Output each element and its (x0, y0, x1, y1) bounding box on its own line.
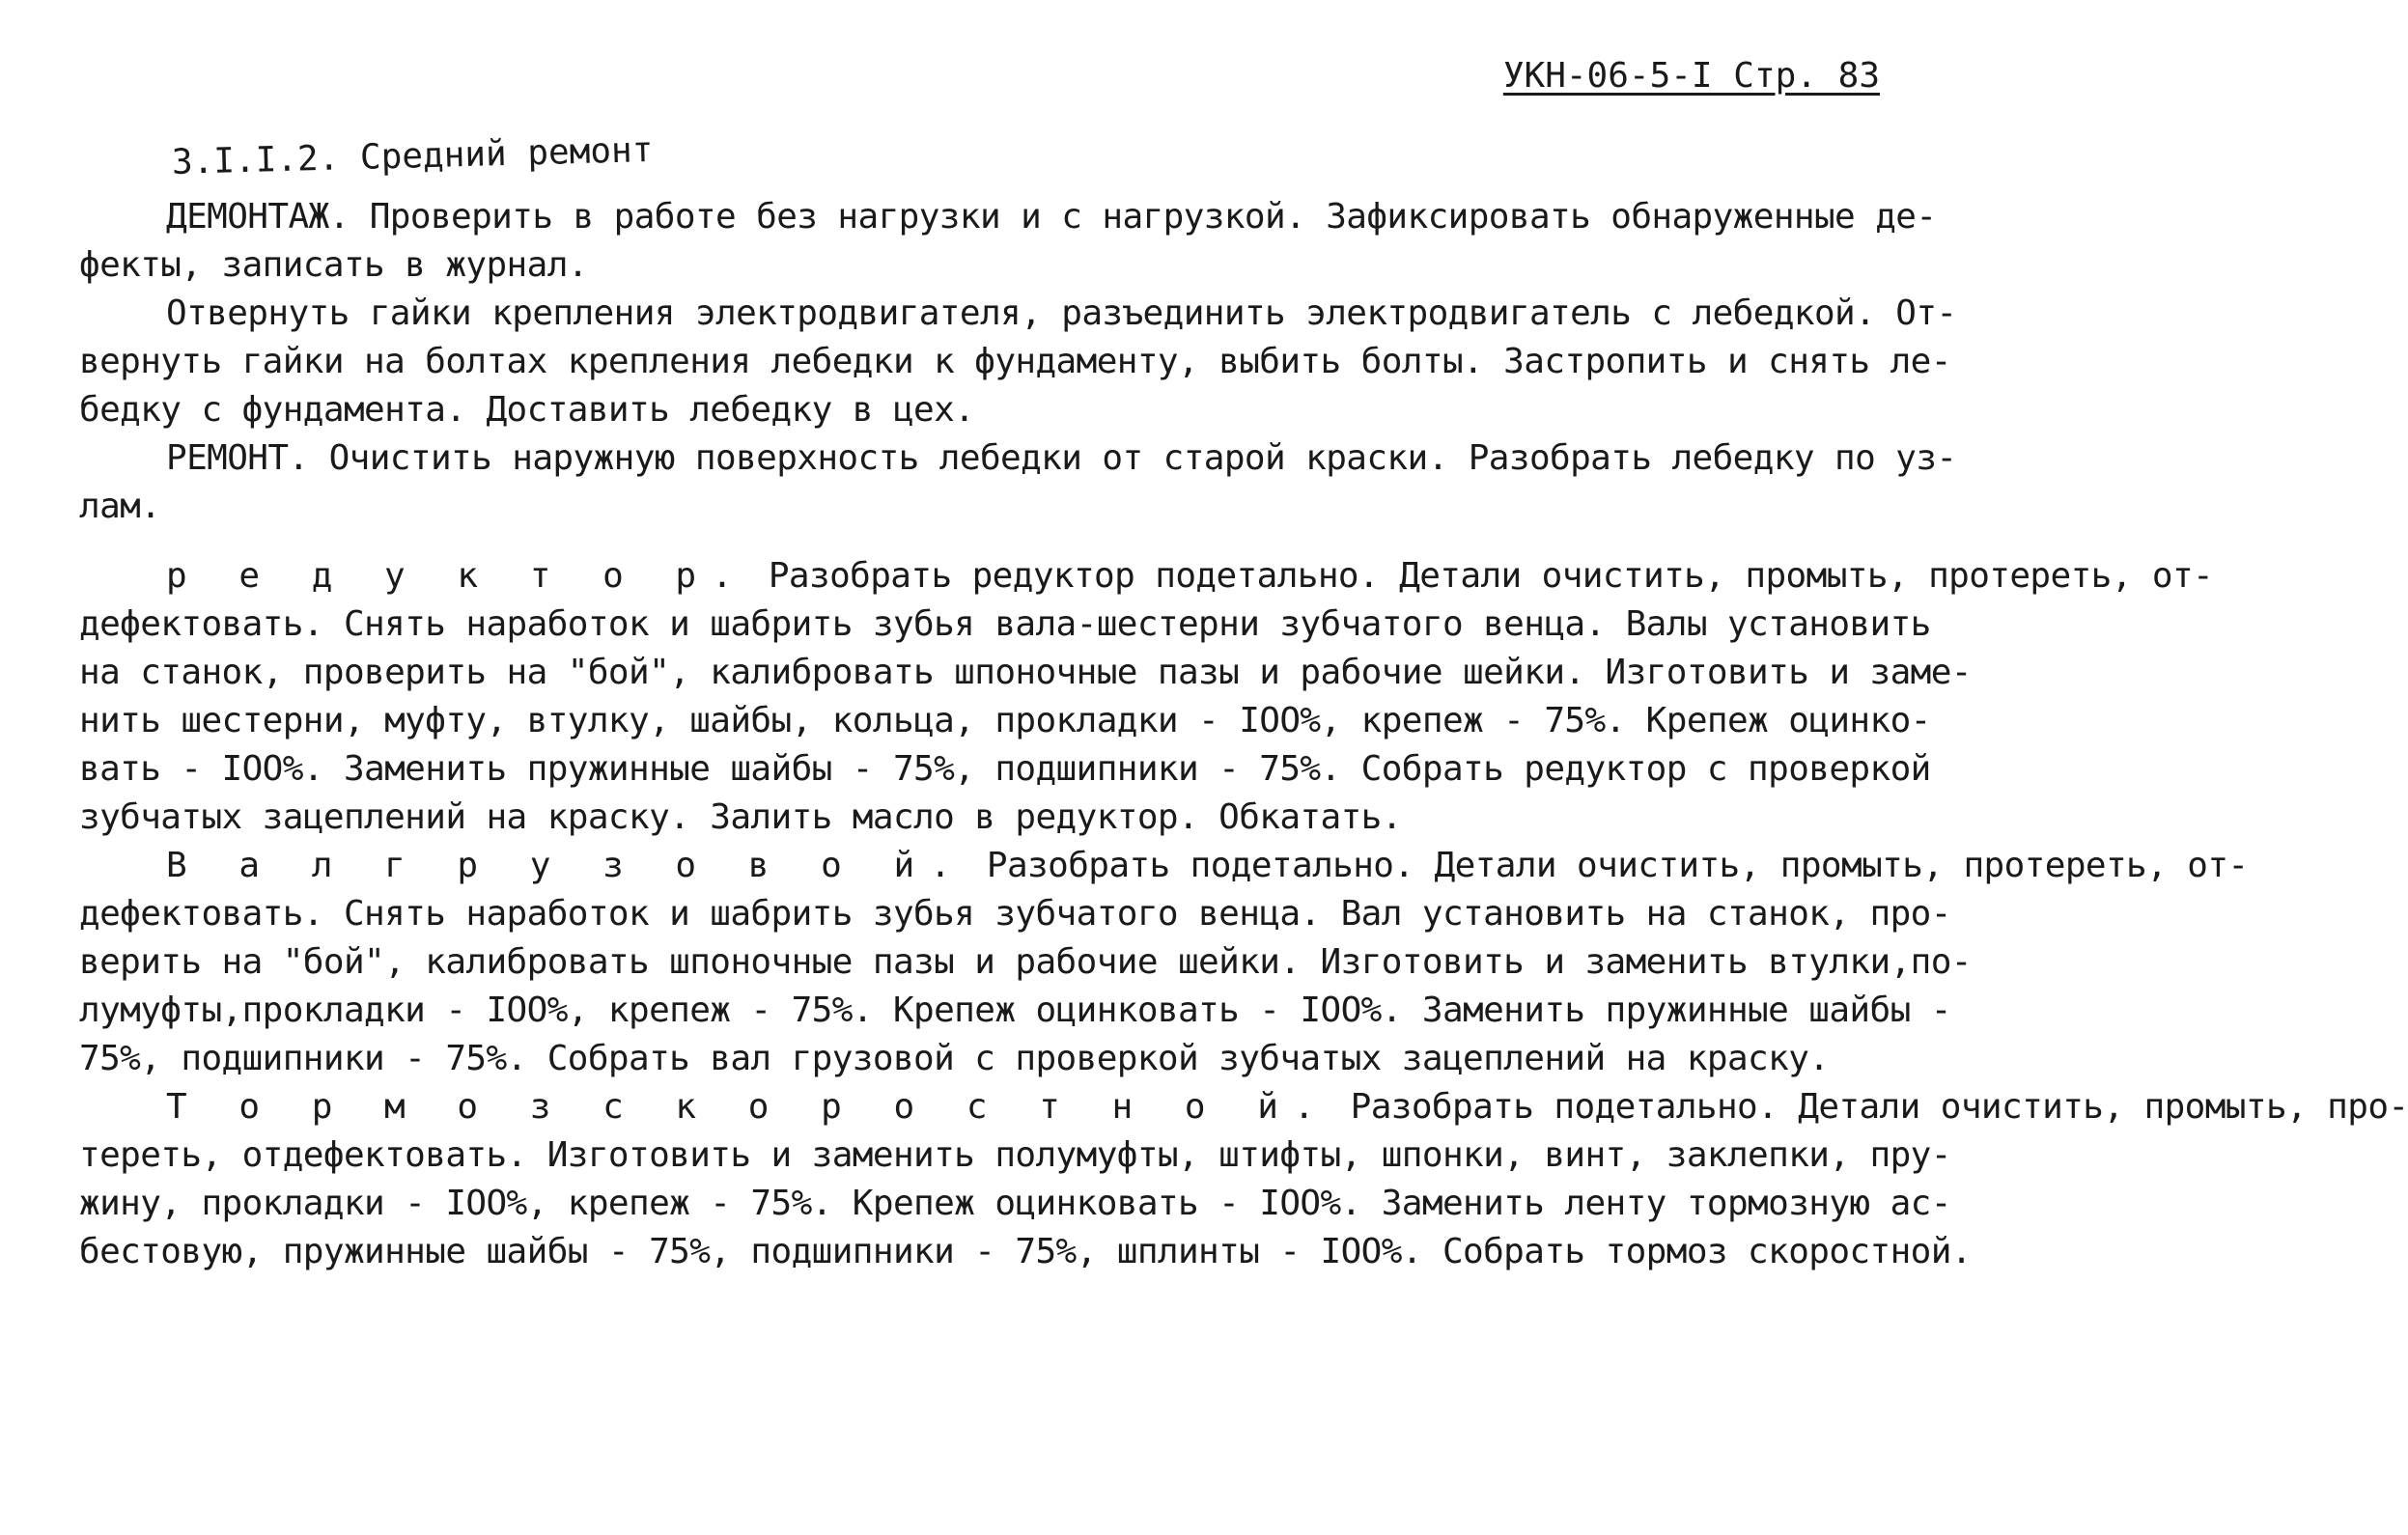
text-line (79, 483, 1894, 531)
paragraph (79, 434, 1957, 531)
line-text: Разобрать подетально. Детали очистить, промыть, про- (1330, 1087, 2408, 1127)
text-line (79, 697, 1931, 745)
line-text: Разобрать подетально. Детали очистить, промыть, протереть, от- (966, 846, 2249, 885)
document-body (79, 193, 2408, 1276)
spaced-heading: В а л г р у з о в о й. (166, 846, 966, 885)
line-text: жину, прокладки - IOO%, крепеж - 75%. Крепеж оцинковать - IOO%. Заменить ленту тормозную ас- (79, 1184, 1951, 1223)
text-line (79, 1083, 2408, 1131)
text-line (79, 649, 1972, 697)
text-line (79, 600, 1931, 649)
paragraph (79, 290, 1957, 434)
text-line (79, 842, 2249, 890)
text-line (79, 1131, 1951, 1180)
line-text: лам. (79, 487, 161, 526)
line-text: РЕМОНТ. Очистить наружную поверхность лебедки от старой краски. Разобрать лебедку по уз- (166, 438, 1957, 478)
text-line (79, 193, 1937, 241)
text-line (79, 552, 2214, 600)
spacer (79, 531, 1894, 552)
line-text: тереть, отдефектовать. Изготовить и заменить полумуфты, штифты, шпонки, винт, заклепки, пру- (79, 1135, 1951, 1175)
line-text: на станок, проверить на "бой", калибровать шпоночные пазы и рабочие шейки. Изготовить и заме- (79, 653, 1972, 692)
text-line (79, 938, 1972, 987)
paragraph (79, 842, 2249, 1083)
line-text: дефектовать. Снять наработок и шабрить зубья вала-шестерни зубчатого венца. Валы установить (79, 604, 1931, 644)
line-text: нить шестерни, муфту, втулку, шайбы, кольца, прокладки - IOO%, крепеж - 75%. Крепеж оцинко- (79, 701, 1931, 740)
text-line (79, 987, 1951, 1035)
text-line (79, 434, 1957, 483)
text-line (79, 386, 1894, 434)
line-text: зубчатых зацеплений на краску. Залить масло в редуктор. Обкатать. (79, 797, 1402, 837)
line-text: верить на "бой", калибровать шпоночные пазы и рабочие шейки. Изготовить и заменить втулки,по- (79, 942, 1972, 982)
paragraph (79, 193, 1937, 290)
page-header-doc-ref: УКН-06-5-I Стр. 83 (1502, 56, 1880, 96)
text-line (79, 1035, 1894, 1083)
line-text: бедку с фундамента. Доставить лебедку в цех. (79, 390, 975, 430)
paragraph (79, 1083, 2408, 1276)
line-text: бестовую, пружинные шайбы - 75%, подшипники - 75%, шплинты - IOO%. Собрать тормоз скоростной. (79, 1232, 1972, 1271)
line-text: фекты, записать в журнал. (79, 245, 588, 285)
text-line (79, 745, 1931, 794)
text-line (79, 338, 1951, 386)
line-text: дефектовать. Снять наработок и шабрить зубья зубчатого венца. Вал установить на станок, про- (79, 894, 1951, 934)
paragraph (79, 552, 2214, 842)
line-text: 75%, подшипники - 75%. Собрать вал грузовой с проверкой зубчатых зацеплений на краску. (79, 1039, 1830, 1078)
text-line (79, 241, 1894, 290)
line-text: Отвернуть гайки крепления электродвигателя, разъединить электродвигатель с лебедкой. От- (166, 293, 1957, 333)
line-text: вернуть гайки на болтах крепления лебедки к фундаменту, выбить болты. Застропить и снять ле- (79, 342, 1951, 381)
text-line (79, 1180, 1951, 1228)
spaced-heading: Т о р м о з с к о р о с т н о й. (166, 1087, 1330, 1127)
spaced-heading: р е д у к т о р. (166, 556, 748, 596)
line-text: лумуфты,прокладки - IOO%, крепеж - 75%. Крепеж оцинковать - IOO%. Заменить пружинные шайбы - (79, 991, 1951, 1030)
line-text: вать - IOO%. Заменить пружинные шайбы - 75%, подшипники - 75%. Собрать редуктор с проверкой (79, 749, 1931, 789)
text-line (79, 794, 1894, 842)
line-text: ДЕМОНТАЖ. Проверить в работе без нагрузки и с нагрузкой. Зафиксировать обнаруженные де- (166, 197, 1937, 237)
section-title: 3.I.I.2. Средний ремонт (171, 129, 654, 182)
line-text: Разобрать редуктор подетально. Детали очистить, промыть, протереть, от- (747, 556, 2214, 596)
text-line (79, 290, 1957, 338)
text-line (79, 890, 1951, 938)
text-line (79, 1228, 1972, 1276)
